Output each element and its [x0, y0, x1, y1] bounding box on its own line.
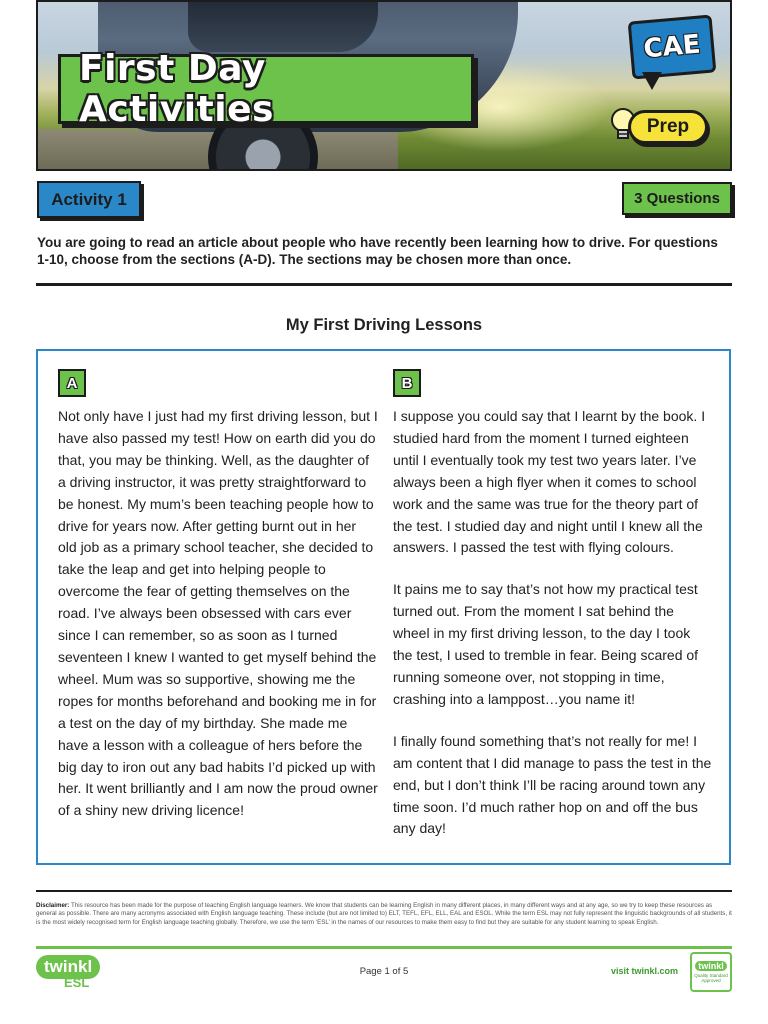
questions-count-box	[622, 182, 732, 215]
article-box	[36, 349, 731, 865]
cae-label: CAE	[642, 29, 702, 65]
visit-twinkl-link[interactable]: visit twinkl.com	[611, 966, 679, 976]
section-b-badge	[393, 369, 421, 397]
instructions-text: You are going to read an article about people who have recently been learning how to drive. For questions 1-10, choose from the sections (A-D). The sections may be chosen more than once.	[37, 235, 718, 267]
title-box	[58, 48, 474, 130]
quality-standard-badge	[690, 952, 732, 992]
page-title: First Day Activities	[79, 48, 274, 130]
footer-divider	[36, 890, 732, 892]
footer-green-rule	[36, 946, 732, 949]
cae-speech-bubble	[628, 14, 717, 79]
page-number: Page 1 of 5	[359, 966, 409, 977]
section-a-letter: A	[66, 374, 78, 392]
car-window-image	[188, 0, 378, 52]
disclaimer	[36, 902, 732, 927]
section-a-badge	[58, 369, 86, 397]
section-a-text	[58, 406, 378, 842]
activity-label-box	[37, 181, 141, 218]
section-b-text	[393, 406, 713, 860]
quality-badge-logo: twinkl	[695, 961, 727, 971]
divider	[36, 283, 732, 286]
section-b-paragraph-1: I suppose you could say that I learnt by the book. I studied hard from the moment I turned eighteen until I eventually took my test two years later. I’ve always been a high flyer when it comes to school work and the same was true for the theory part of the test. I studied day and night until I knew all the answers. I passed the test with flying colours.	[393, 408, 706, 556]
logo-esl-text: ESL	[64, 975, 90, 990]
logo-twinkl-text: twinkl	[36, 955, 100, 979]
article-title: My First Driving Lessons	[285, 316, 483, 334]
section-b-paragraph-2: It pains me to say that’s not how my practical test turned out. From the moment I sat behind the wheel in my first driving lesson, to the day I took the test, I used to tremble in fear. Being scared of running someone over, not stopping in time, crashing into a lamppost…you name it!	[393, 581, 699, 707]
disclaimer-label: Disclaimer:	[36, 902, 70, 909]
quality-badge-text: Quality Standard Approved	[694, 973, 728, 983]
prep-badge	[628, 110, 708, 144]
speech-bubble-tail	[642, 72, 662, 90]
questions-count: 3 Questions	[634, 190, 720, 207]
section-b-paragraph-3: I finally found something that’s not really for me! I am content that I did manage to pass the test in the end, but I don’t think I’ll be racing around town any time soon. I’d much rather hop on and off the bus any day!	[393, 732, 712, 837]
activity-label: Activity 1	[51, 189, 127, 209]
section-b-letter: B	[401, 374, 413, 392]
section-a-paragraph-1: Not only have I just had my first driving lesson, but I have also passed my test! How on earth did you do that, you may be thinking. Well, as the daughter of a driving instructor, it was pretty straightforward to be honest. My mum’s been teaching people how to drive for years now. After getting burnt out in her old job as a primary school teacher, she decided to take the leap and get into helping people to overcome the fear of getting themselves on the road. I’ve always been obsessed with cars ever since I can remember, so as soon as I turned seventeen I knew I wanted to get myself behind the wheel. Mum was so supportive, showing me the ropes for months beforehand and booking me in for a test on the day of my birthday. She made me have a lesson with a colleague of hers before the big day to iron out any bad habits I’d picked up with her. It went brilliantly and I am now the proud owner of a shiny new driving licence!	[58, 408, 378, 819]
disclaimer-text: This resource has been made for the purpose of teaching English language learners. We know that students can be learning English in many different places, in many different ways and at any age, so we try to keep these resources as general as possible. There are many acronyms associated with English language teaching. These include (but are not limited to) ELT, TEFL, EFL, ELL, EAL and ESOL. While the term ESL may not fully represent the linguistic backgrounds of all students, it is the most widely recognised term for English language teaching globally. Therefore, we use the term ‘ESL’ in the names of our resources to make them easy to find but they are suitable for any student learning to speak English.	[36, 902, 732, 926]
prep-label: Prep	[646, 116, 690, 137]
header-banner	[36, 0, 732, 171]
